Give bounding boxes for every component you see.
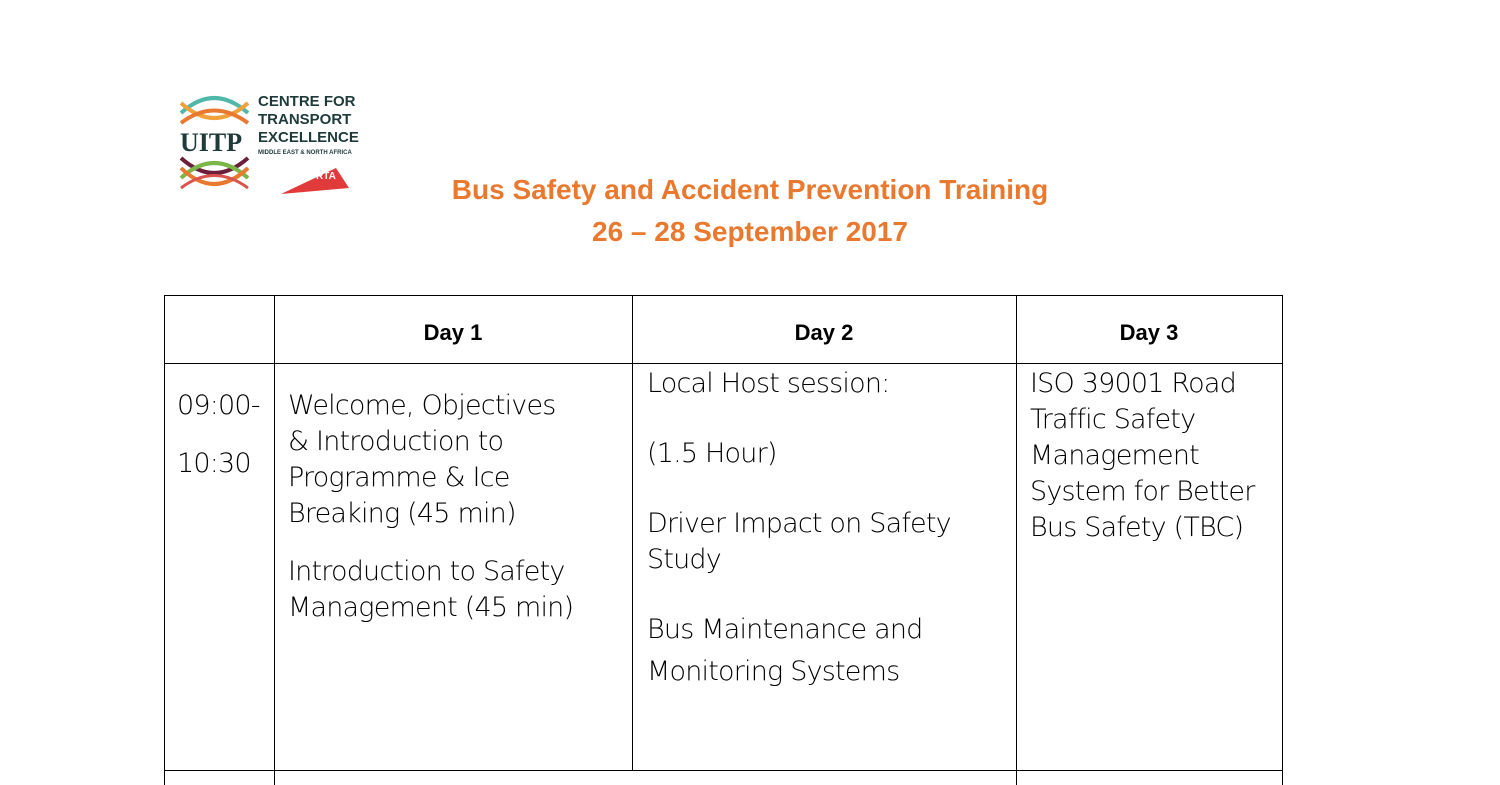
- session-text: Breaking (45 min): [288, 498, 516, 529]
- logo-rta: RTA: [316, 171, 336, 182]
- logo-line: CENTRE FOR: [258, 93, 356, 110]
- session-text: Local Host session:: [647, 368, 890, 399]
- session-text: Management: [1030, 440, 1199, 471]
- time-slot: 09:00-: [177, 390, 260, 421]
- logo-uitp: UITP: [180, 128, 243, 157]
- session-text: Study: [647, 544, 721, 575]
- session-text: Welcome, Objectives: [288, 390, 556, 421]
- session-text: Driver Impact on Safety: [647, 508, 951, 539]
- logo-line: TRANSPORT: [258, 111, 352, 128]
- session-text: ISO 39001 Road: [1030, 368, 1236, 399]
- header-day-1: Day 1: [423, 320, 483, 345]
- table-border: [274, 295, 275, 785]
- logo-line: EXCELLENCE: [258, 129, 359, 146]
- table-border: [164, 295, 1283, 296]
- table-border: [164, 363, 1283, 364]
- header-day-3: Day 3: [1119, 320, 1179, 345]
- session-text: Bus Safety (TBC): [1030, 512, 1244, 543]
- table-border: [632, 295, 633, 771]
- session-text: (1.5 Hour): [647, 438, 777, 469]
- session-text: Bus Maintenance and: [647, 614, 923, 645]
- document-title: Bus Safety and Accident Prevention Training: [451, 174, 1049, 205]
- session-text: System for Better: [1030, 476, 1255, 507]
- time-slot: 10:30: [177, 448, 251, 479]
- document-dates: 26 – 28 September 2017: [592, 216, 908, 247]
- session-text: Management (45 min): [288, 592, 574, 623]
- session-text: & Introduction to: [288, 426, 504, 457]
- session-text: Monitoring Systems: [647, 656, 900, 687]
- header-day-2: Day 2: [794, 320, 854, 345]
- table-border: [164, 770, 1283, 771]
- session-text: Introduction to Safety: [288, 556, 565, 587]
- table-border: [1282, 295, 1283, 785]
- logo-line: MIDDLE EAST & NORTH AFRICA: [258, 150, 352, 156]
- table-border: [164, 295, 165, 785]
- table-border: [1016, 295, 1017, 785]
- session-text: Traffic Safety: [1030, 404, 1196, 435]
- session-text: Programme & Ice: [288, 462, 510, 493]
